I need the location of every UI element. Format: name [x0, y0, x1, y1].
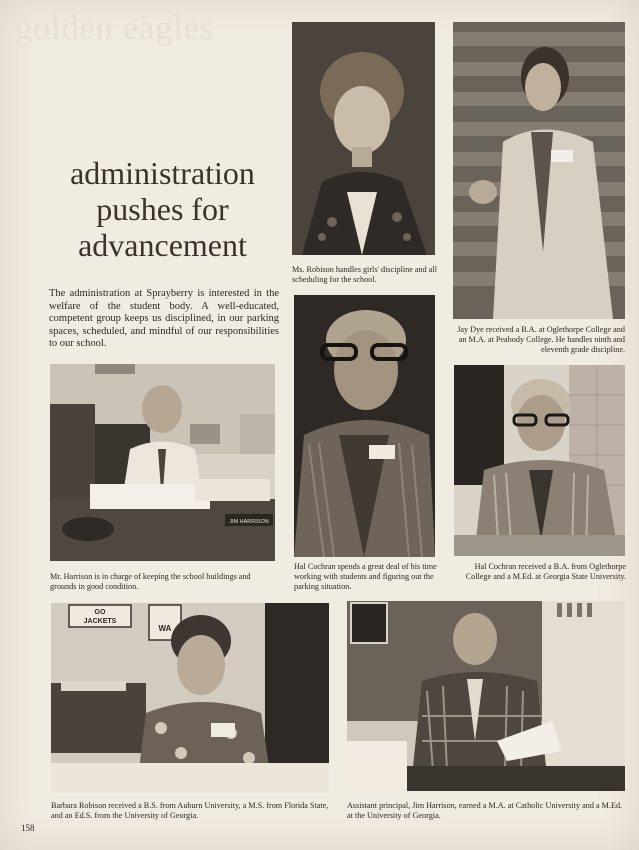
- photo-jay-dye: [453, 22, 625, 319]
- headline-line-3: advancement: [78, 227, 247, 263]
- nameplate-text: JIM HARRISON: [229, 519, 269, 525]
- page-headline: [40, 155, 285, 263]
- background-show-through-text: golden eagles: [15, 10, 214, 47]
- photo-cochran-desk: [454, 365, 625, 556]
- headline-line-2: pushes for: [96, 191, 229, 227]
- headline-line-1: administration: [70, 155, 255, 191]
- caption-robison-portrait: Ms. Robison handles girls' discipline and all scheduling for the school.: [292, 265, 437, 284]
- caption-cochran-desk: Hal Cochran received a B.A. from Oglethorpe College and a M.Ed. at Georgia State University.: [465, 562, 626, 581]
- intro-paragraph: The administration at Sprayberry is interested in the welfare of the student body. A well-educated, competent group keeps us disciplined, in our parking spaces, scheduled, and mindful of our responsibilities to our school.: [49, 288, 279, 349]
- caption-robison-desk: Barbara Robison received a B.S. from Auburn University, a M.S. from Florida State, and an Ed.S. from the University of Georgia.: [51, 801, 329, 820]
- photo-cochran-closeup: [294, 295, 435, 557]
- caption-cochran-closeup: Hal Cochran spends a great deal of his time working with students and figuring out the parking situation.: [294, 562, 437, 591]
- photo-robison-desk: [51, 603, 329, 793]
- photo-harrison-bottom: [347, 601, 625, 791]
- pennant-line-2: JACKETS: [83, 618, 117, 625]
- wall-sign-text: WA: [158, 624, 172, 633]
- caption-jay-dye: Jay Dye received a B.A. at Oglethorpe College and an M.A. at Peabody College. He handles ninth and eleventh grade discipline.: [457, 325, 625, 354]
- caption-harrison-bottom: Assistant principal, Jim Harrison, earned a M.A. at Catholic University and a M.Ed. at the University of Georgia.: [347, 801, 623, 820]
- pennant-line-1: GO: [94, 609, 106, 616]
- page-number: 158: [21, 823, 35, 833]
- photo-harrison-desk: [50, 364, 275, 561]
- caption-harrison-desk: Mr. Harrison is in charge of keeping the school buildings and grounds in good condition.: [50, 572, 251, 591]
- photo-robison-portrait: [292, 22, 435, 255]
